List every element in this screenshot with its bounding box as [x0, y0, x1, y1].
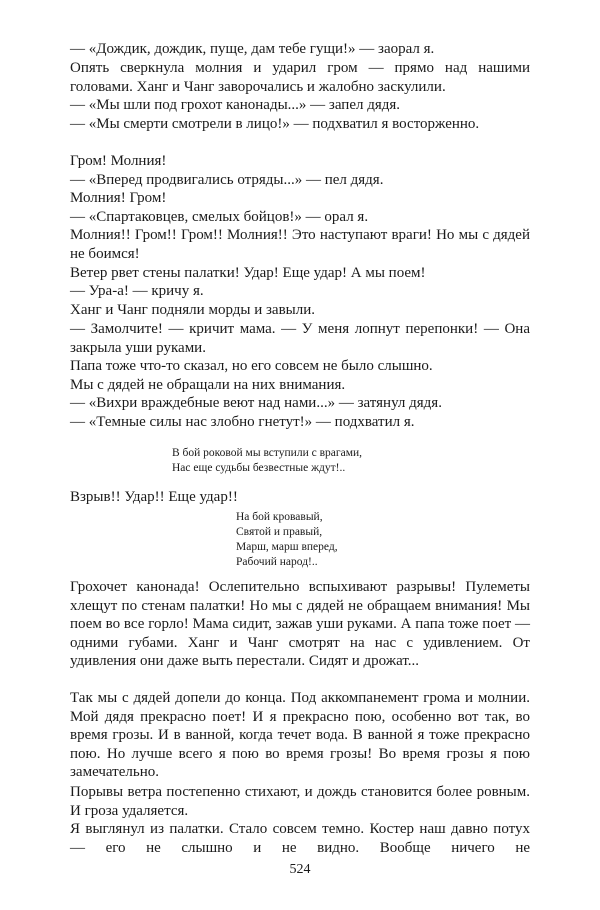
paragraph: — Ура-а! — кричу я.: [70, 283, 204, 299]
paragraph: Ветер рвет стены палатки! Удар! Еще удар! А мы поем!: [70, 265, 426, 281]
verse-line: Святой и правый,: [236, 526, 323, 538]
verse-line: В бой роковой мы вступили с врагами,: [172, 447, 362, 459]
paragraph: Порывы ветра постепенно стихают, и дождь становится более ровным. И гроза удаляется.: [70, 784, 530, 819]
paragraph: Взрыв!! Удар!! Еще удар!!: [70, 489, 238, 505]
paragraph: Гром! Молния!: [70, 153, 167, 169]
paragraph: Грохочет канонада! Ослепительно вспыхивают разрывы! Пулеметы хлещут по стенам палатки! Но мы с дядей не обращаем внимания! Мы поем во все горло! Мама сидит, зажав уши руками. А папа тоже поет — одними губами. Ханг и Чанг смотрят на нас с удивлением. От удивления они даже выть перестали. Сидят и дрожат...: [70, 579, 530, 670]
verse-line: Марш, марш вперед,: [236, 541, 338, 553]
paragraph: — «Мы смерти смотрели в лицо!» — подхватил я восторженно.: [70, 116, 480, 132]
paragraph: Мы с дядей не обращали на них внимания.: [70, 377, 346, 393]
paragraph: Папа тоже что-то сказал, но его совсем не было слышно.: [70, 358, 433, 374]
paragraph: Молния! Гром!: [70, 190, 167, 206]
paragraph: — «Вихри враждебные веют над нами...» — затянул дядя.: [70, 395, 442, 411]
paragraph: Опять сверкнула молния и ударил гром — прямо над нашими головами. Ханг и Чанг заворочались и жалобно заскулили.: [70, 60, 530, 95]
paragraph: — «Вперед продвигались отряды...» — пел дядя.: [70, 172, 384, 188]
paragraph: Ханг и Чанг подняли морды и завыли.: [70, 302, 315, 318]
paragraph: — Замолчите! — кричит мама. — У меня лопнут перепонки! — Она закрыла уши руками.: [70, 321, 530, 356]
paragraph: — «Темные силы нас злобно гнетут!» — подхватил я.: [70, 414, 415, 430]
verse-line: На бой кровавый,: [236, 511, 323, 523]
paragraph: — «Мы шли под грохот канонады...» — запел дядя.: [70, 97, 401, 113]
paragraph: Молния!! Гром!! Гром!! Молния!! Это наступают враги! Но мы с дядей не боимся!: [70, 227, 530, 262]
page-number: 524: [289, 862, 311, 877]
paragraph: Я выглянул из палатки. Стало совсем темно. Костер наш давно потух — его не слышно и не видно. Вообще ничего не: [70, 821, 530, 856]
verse-line: Нас еще судьбы безвестные ждут!..: [172, 462, 346, 474]
paragraph: — «Спартаковцев, смелых бойцов!» — орал я.: [70, 209, 369, 225]
verse-line: Рабочий народ!..: [236, 556, 318, 568]
paragraph: — «Дождик, дождик, пуще, дам тебе гущи!» — заорал я.: [70, 41, 435, 57]
paragraph: Так мы с дядей допели до конца. Под аккомпанемент грома и молнии. Мой дядя прекрасно поет! И я прекрасно пою, особенно вот так, во время грозы. И в ванной, когда течет вода. В ванной я тоже прекрасно пою. Но лучше всего я пою во время грозы! Во время грозы я пою замечательно.: [70, 690, 530, 781]
